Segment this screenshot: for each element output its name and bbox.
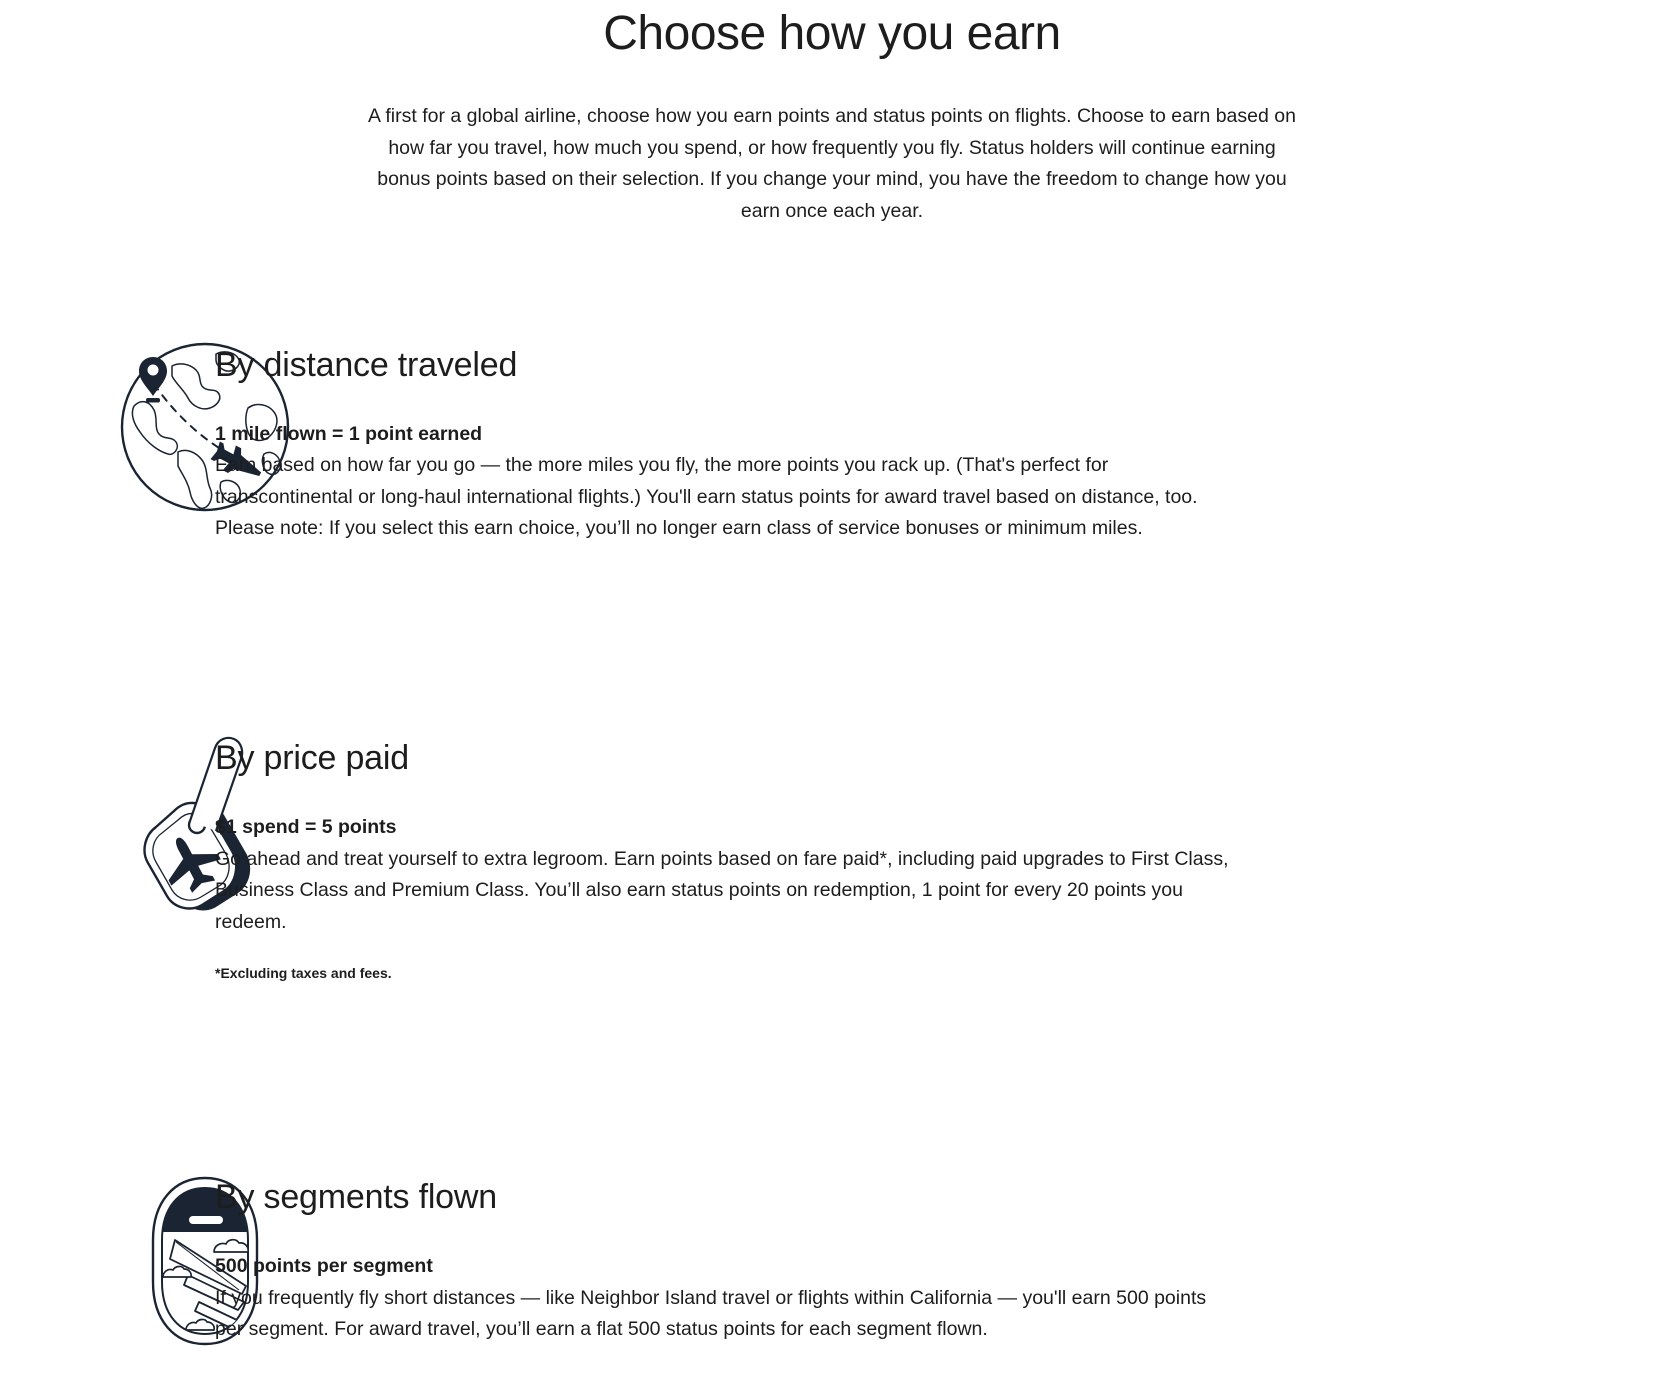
earn-option-title: By price paid — [215, 738, 409, 777]
earn-option-rate: 500 points per segment — [215, 1255, 433, 1277]
page-header — [0, 0, 1664, 228]
page-title: Choose how you earn — [603, 7, 1061, 60]
earn-option-footnote: *Excluding taxes and fees. — [215, 965, 392, 982]
page-intro-paragraph: A first for a global airline, choose how you earn points and status points on flights. Choose to earn based on how far you travel, how much you spend, or how frequently you fly. Status holders will continue earning bonus points based on their selection. If you change your mind, you have the freedom to change how you earn once each year. — [368, 105, 1296, 222]
earn-option-text-column — [215, 1164, 1664, 1346]
earn-option-price — [0, 545, 1664, 984]
earn-option-description: Go ahead and treat yourself to extra legroom. Earn points based on fare paid*, including paid upgrades to First Class, Business Class and Premium Class. You’ll also earn status points on redemption, 1 point for every 20 points you redeem. — [215, 847, 1229, 933]
earn-option-icon-column — [0, 725, 215, 915]
earn-option-description: Earn based on how far you go — the more miles you fly, the more points you rack up. (That's perfect for transcontinental or long-haul international flights.) You'll earn status points for award travel based on distance, too. Please note: If you select this earn choice, you’ll no longer earn class of service bonuses or minimum miles. — [215, 454, 1198, 540]
earn-option-title: By distance traveled — [215, 345, 518, 384]
earn-option-icon-column — [0, 332, 215, 522]
earn-option-icon-column — [0, 1164, 215, 1354]
earn-option-text-column — [215, 725, 1664, 984]
earn-option-segments — [0, 984, 1664, 1354]
earn-option-text-column — [215, 332, 1664, 545]
earn-option-rate: 1 mile flown = 1 point earned — [215, 422, 483, 445]
earn-option-rate: $1 spend = 5 points — [215, 816, 397, 838]
earn-option-title: By segments flown — [215, 1177, 497, 1216]
earn-option-distance — [0, 332, 1664, 545]
earn-option-description: If you frequently fly short distances — like Neighbor Island travel or flights within California — you'll earn 500 points per segment. For award travel, you’ll earn a flat 500 status points for each segment flown. — [215, 1286, 1207, 1341]
earn-options-list — [0, 332, 1664, 1354]
